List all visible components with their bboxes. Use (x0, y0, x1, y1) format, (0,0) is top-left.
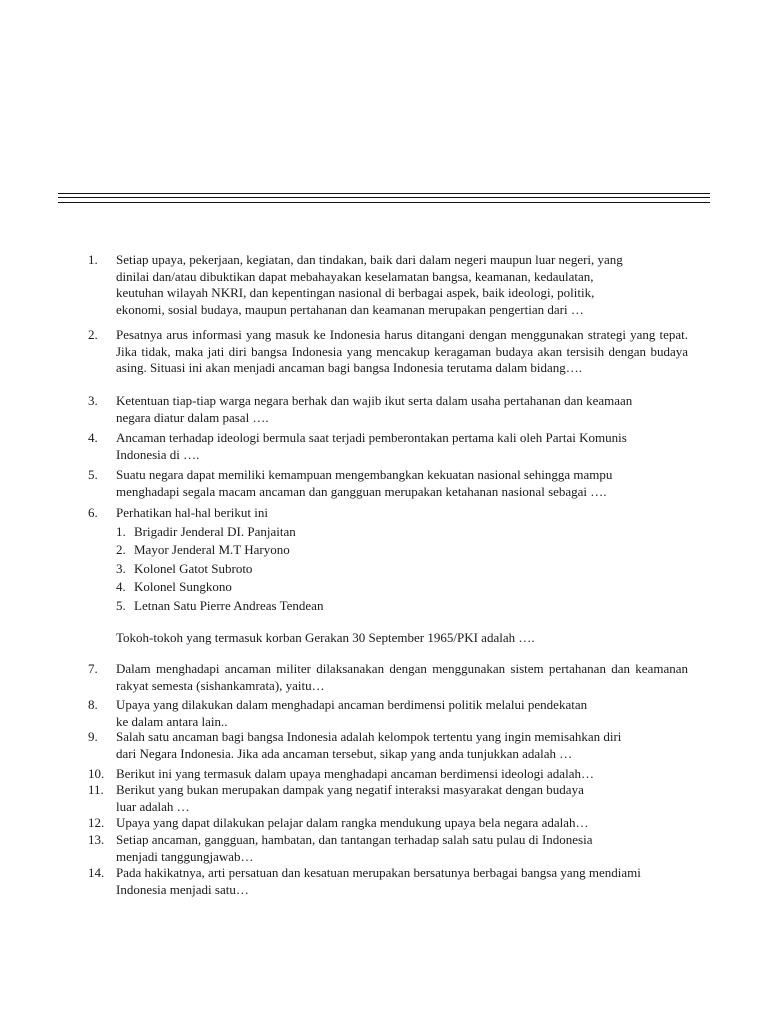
q6-list-item (116, 561, 252, 577)
list-item-number: 2. (116, 542, 126, 557)
question-number: 10. (88, 766, 105, 781)
list-item-number: 4. (116, 579, 126, 594)
question-number: 3. (88, 393, 98, 408)
q6-closing-text: Tokoh-tokoh yang termasuk korban Gerakan 30 September 1965/PKI adalah …. (116, 630, 535, 645)
question-text: Ancaman terhadap ideologi bermula saat terjadi pemberontakan pertama kali oleh Partai Komunis Indonesia di …. (116, 430, 627, 462)
header-rule-bottom (58, 202, 710, 203)
header-rule-top (58, 193, 710, 194)
header-rule-middle (58, 197, 710, 198)
question-number: 2. (88, 327, 98, 342)
question-number: 1. (88, 252, 98, 267)
question-text: Upaya yang dapat dilakukan pelajar dalam rangka mendukung upaya bela negara adalah… (116, 815, 589, 830)
question-text: Dalam menghadapi ancaman militer dilaksanakan dengan menggunakan sistem pertahanan dan keamanan rakyat semesta (sishankamrata), yaitu… (116, 661, 688, 693)
question-number: 4. (88, 430, 98, 445)
list-item-text: Letnan Satu Pierre Andreas Tendean (134, 598, 324, 613)
q6-list-item (116, 524, 296, 540)
question-text: Ketentuan tiap-tiap warga negara berhak dan wajib ikut serta dalam usaha pertahanan dan keamaan negara diatur dalam pasal …. (116, 393, 633, 425)
question-number: 14. (88, 865, 105, 880)
question-text: Salah satu ancaman bagi bangsa Indonesia adalah kelompok tertentu yang ingin memisahkan diri dari Negara Indonesia. Jika ada ancaman tersebut, sikap yang anda tunjukkan adalah … (116, 729, 622, 761)
question-number: 6. (88, 505, 98, 520)
question-number: 13. (88, 832, 105, 847)
question-text: Setiap upaya, pekerjaan, kegiatan, dan tindakan, baik dari dalam negeri maupun luar negeri, yang dinilai dan/atau dibuktikan dapat mebahayakan keselamatan bangsa, keamanan, kedaulatan, keutuhan wilayah NKRI, dan kepentingan nasional di berbagai aspek, baik ideologi, politik, ekonomi, sosial budaya, maupun pertahanan dan keamanan merupakan pengertian dari … (116, 252, 623, 317)
question-text: Upaya yang dilakukan dalam menghadapi ancaman berdimensi politik melalui pendekatan ke dalam antara lain.. (116, 697, 588, 729)
list-item-text: Kolonel Sungkono (134, 579, 232, 594)
q6-list-item (116, 598, 323, 614)
list-item-text: Mayor Jenderal M.T Haryono (134, 542, 290, 557)
list-item-text: Brigadir Jenderal DI. Panjaitan (134, 524, 296, 539)
list-item-text: Kolonel Gatot Subroto (134, 561, 253, 576)
question-number: 5. (88, 467, 98, 482)
question-text: Pesatnya arus informasi yang masuk ke Indonesia harus ditangani dengan menggunakan strategi yang tepat. Jika tidak, maka jati diri bangsa Indonesia yang mencakup keragaman budaya akan tersisih dengan budaya asing. Situasi ini akan menjadi ancaman bagi bangsa Indonesia terutama dalam bidang…. (116, 327, 688, 376)
question-text: Berikut ini yang termasuk dalam upaya menghadapi ancaman berdimensi ideologi adalah… (116, 766, 594, 781)
question-text: Berikut yang bukan merupakan dampak yang negatif interaksi masyarakat dengan budaya luar adalah … (116, 782, 584, 814)
q6-list-item (116, 542, 290, 558)
q6-list-item (116, 579, 232, 595)
list-item-number: 5. (116, 598, 126, 613)
question-text: Pada hakikatnya, arti persatuan dan kesatuan merupakan bersatunya berbagai bangsa yang mendiami Indonesia menjadi satu… (116, 865, 641, 897)
list-item-number: 1. (116, 524, 126, 539)
question-text: Suatu negara dapat memiliki kemampuan mengembangkan kekuatan nasional sehingga mampu menghadapi segala macam ancaman dan gangguan merupakan ketahanan nasional sebagai …. (116, 467, 613, 499)
question-text: Perhatikan hal-hal berikut ini (116, 505, 268, 520)
question-number: 9. (88, 729, 98, 744)
question-number: 11. (88, 782, 104, 797)
question-number: 12. (88, 815, 105, 830)
question-text: Setiap ancaman, gangguan, hambatan, dan tantangan terhadap salah satu pulau di Indonesia menjadi tanggungjawab… (116, 832, 593, 864)
list-item-number: 3. (116, 561, 126, 576)
question-number: 8. (88, 697, 98, 712)
question-number: 7. (88, 661, 98, 676)
